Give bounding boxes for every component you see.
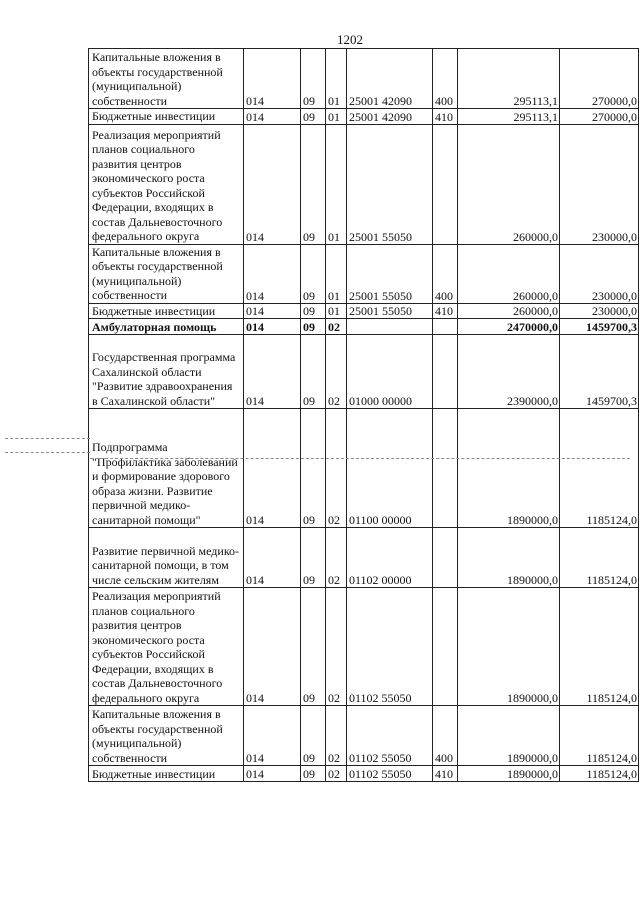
- cell-grbs: 014: [244, 124, 301, 244]
- cell-pr: 02: [326, 335, 347, 409]
- cell-csr: 25001 55050: [347, 124, 433, 244]
- table-row: [89, 109, 639, 125]
- cell-sum-1: 260000,0: [458, 244, 560, 303]
- cell-name: Бюджетные инвестиции: [89, 766, 244, 782]
- cell-rz: 09: [301, 49, 326, 109]
- cell-csr: 01000 00000: [347, 335, 433, 409]
- cell-sum-2: 1185124,0: [560, 766, 639, 782]
- table-row: [89, 124, 639, 244]
- cell-sum-2: 1459700,3: [560, 335, 639, 409]
- cell-csr: 25001 42090: [347, 49, 433, 109]
- cell-sum-1: 260000,0: [458, 303, 560, 319]
- cell-name: Подпрограмма "Профилактика заболеваний и формирование здорового образа жизни. Развитие первичной медико-санитарной помощи": [89, 409, 244, 528]
- cell-vr: 410: [433, 303, 458, 319]
- cell-sum-1: 1890000,0: [458, 528, 560, 588]
- table-row: [89, 766, 639, 782]
- cell-sum-1: 2470000,0: [458, 319, 560, 335]
- cell-vr: 400: [433, 706, 458, 766]
- cell-pr: 01: [326, 49, 347, 109]
- table-row: [89, 335, 639, 409]
- table-row: [89, 49, 639, 109]
- cell-vr: 410: [433, 109, 458, 125]
- cell-sum-1: 1890000,0: [458, 409, 560, 528]
- cell-name: Реализация мероприятий планов социального развития центров экономического роста субъектов Российской Федерации, входящих в состав Дальневосточного федерального округа: [89, 588, 244, 706]
- cell-sum-1: 2390000,0: [458, 335, 560, 409]
- table-row: [89, 319, 639, 335]
- cell-rz: 09: [301, 706, 326, 766]
- cell-grbs: 014: [244, 706, 301, 766]
- cell-csr: [347, 319, 433, 335]
- cell-vr: [433, 409, 458, 528]
- cell-csr: 01102 55050: [347, 766, 433, 782]
- table-row: [89, 244, 639, 303]
- cell-csr: 01102 55050: [347, 706, 433, 766]
- cell-vr: 400: [433, 244, 458, 303]
- cell-name: Реализация мероприятий планов социального развития центров экономического роста субъектов Российской Федерации, входящих в состав Дальневосточного федерального округа: [89, 124, 244, 244]
- cell-grbs: 014: [244, 528, 301, 588]
- cell-sum-2: 270000,0: [560, 49, 639, 109]
- cell-pr: 02: [326, 528, 347, 588]
- cell-csr: 01102 55050: [347, 588, 433, 706]
- cell-rz: 09: [301, 319, 326, 335]
- cell-csr: 01100 00000: [347, 409, 433, 528]
- budget-table: [88, 48, 639, 782]
- cell-pr: 02: [326, 409, 347, 528]
- cell-pr: 01: [326, 109, 347, 125]
- cell-csr: 25001 55050: [347, 244, 433, 303]
- cell-rz: 09: [301, 766, 326, 782]
- cell-rz: 09: [301, 409, 326, 528]
- scan-fold-line: [5, 452, 90, 453]
- cell-grbs: 014: [244, 303, 301, 319]
- cell-vr: 410: [433, 766, 458, 782]
- cell-rz: 09: [301, 109, 326, 125]
- table-row: [89, 528, 639, 588]
- cell-pr: 02: [326, 319, 347, 335]
- cell-grbs: 014: [244, 109, 301, 125]
- cell-sum-1: 1890000,0: [458, 766, 560, 782]
- cell-name: Капитальные вложения в объекты государственной (муниципальной) собственности: [89, 49, 244, 109]
- cell-sum-2: 270000,0: [560, 109, 639, 125]
- scan-fold-line: [5, 438, 90, 439]
- cell-sum-2: 1185124,0: [560, 409, 639, 528]
- cell-vr: [433, 335, 458, 409]
- cell-csr: 01102 00000: [347, 528, 433, 588]
- cell-name: Развитие первичной медико-санитарной помощи, в том числе сельским жителям: [89, 528, 244, 588]
- cell-sum-2: 230000,0: [560, 303, 639, 319]
- cell-name: Государственная программа Сахалинской области "Развитие здравоохранения в Сахалинской области": [89, 335, 244, 409]
- table-row: [89, 303, 639, 319]
- cell-pr: 02: [326, 706, 347, 766]
- cell-rz: 09: [301, 303, 326, 319]
- cell-pr: 01: [326, 124, 347, 244]
- cell-sum-1: 260000,0: [458, 124, 560, 244]
- cell-name: Бюджетные инвестиции: [89, 303, 244, 319]
- cell-sum-1: 295113,1: [458, 49, 560, 109]
- cell-name: Бюджетные инвестиции: [89, 109, 244, 125]
- cell-vr: [433, 528, 458, 588]
- cell-grbs: 014: [244, 588, 301, 706]
- cell-pr: 01: [326, 244, 347, 303]
- cell-rz: 09: [301, 124, 326, 244]
- cell-rz: 09: [301, 244, 326, 303]
- cell-sum-2: 230000,0: [560, 244, 639, 303]
- cell-rz: 09: [301, 588, 326, 706]
- cell-grbs: 014: [244, 244, 301, 303]
- cell-name: Амбулаторная помощь: [89, 319, 244, 335]
- cell-sum-2: 230000,0: [560, 124, 639, 244]
- cell-sum-2: 1185124,0: [560, 588, 639, 706]
- table-row: [89, 706, 639, 766]
- cell-vr: 400: [433, 49, 458, 109]
- cell-sum-2: 1185124,0: [560, 706, 639, 766]
- cell-sum-1: 1890000,0: [458, 588, 560, 706]
- cell-sum-2: 1459700,3: [560, 319, 639, 335]
- table-body: [89, 49, 639, 782]
- cell-csr: 25001 55050: [347, 303, 433, 319]
- table-row: [89, 588, 639, 706]
- cell-vr: [433, 319, 458, 335]
- cell-rz: 09: [301, 335, 326, 409]
- cell-pr: 01: [326, 303, 347, 319]
- scan-fold-line: [90, 458, 630, 459]
- cell-sum-2: 1185124,0: [560, 528, 639, 588]
- cell-name: Капитальные вложения в объекты государственной (муниципальной) собственности: [89, 706, 244, 766]
- cell-csr: 25001 42090: [347, 109, 433, 125]
- cell-name: Капитальные вложения в объекты государственной (муниципальной) собственности: [89, 244, 244, 303]
- cell-rz: 09: [301, 528, 326, 588]
- cell-grbs: 014: [244, 319, 301, 335]
- cell-grbs: 014: [244, 409, 301, 528]
- table-row: [89, 409, 639, 528]
- cell-sum-1: 295113,1: [458, 109, 560, 125]
- cell-sum-1: 1890000,0: [458, 706, 560, 766]
- cell-grbs: 014: [244, 49, 301, 109]
- cell-vr: [433, 588, 458, 706]
- page-number: 1202: [337, 32, 363, 47]
- cell-grbs: 014: [244, 335, 301, 409]
- cell-pr: 02: [326, 766, 347, 782]
- cell-grbs: 014: [244, 766, 301, 782]
- cell-vr: [433, 124, 458, 244]
- cell-pr: 02: [326, 588, 347, 706]
